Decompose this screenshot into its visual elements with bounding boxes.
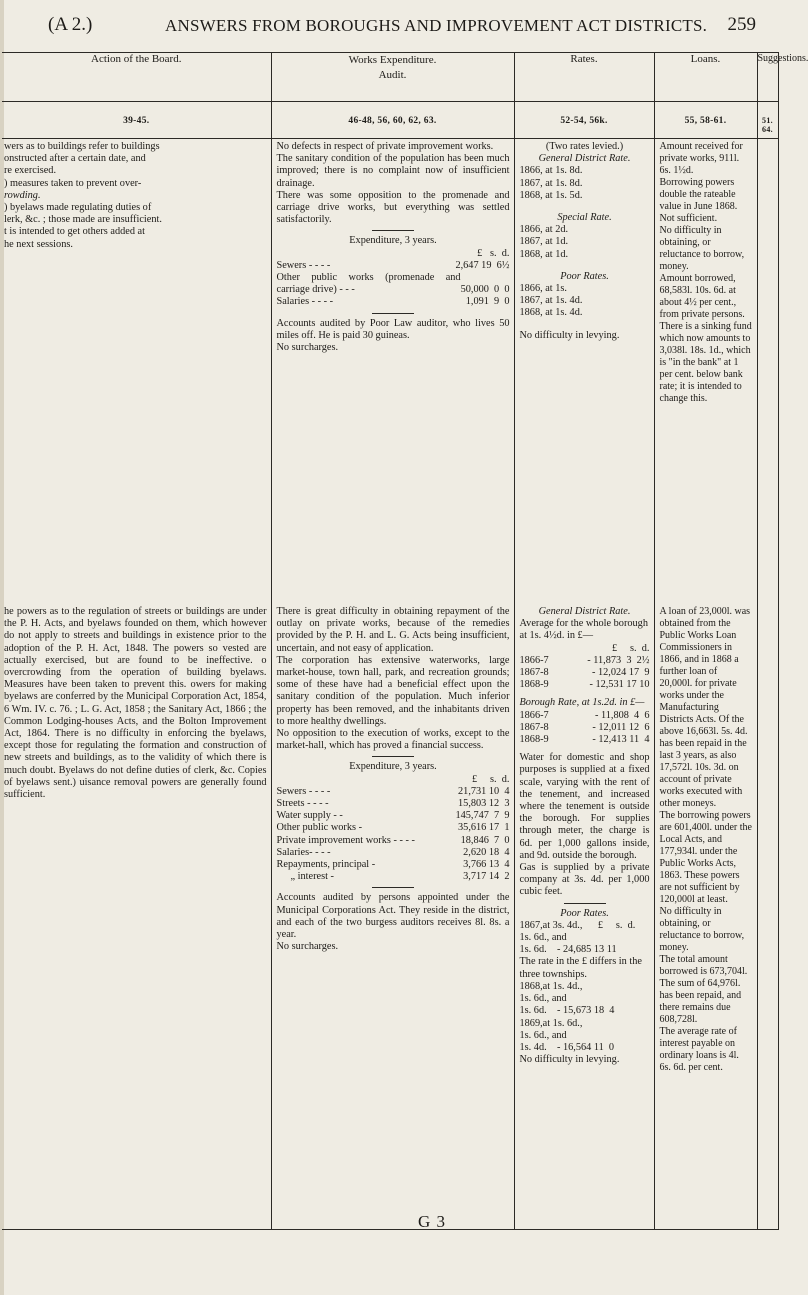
rate-line: 1s. 6d. - 15,673 18 4 [519,1005,615,1017]
ref-loans: 55, 58-61. [654,116,757,139]
water-note: Water for domestic and shop purposes is supplied at a fixed scale, varying with the rent of the tenement, and increased where the tenement is outside the borough. For supplies through meter, the charge is 6d. per 1,000 gallons inside, and 9d. outside the borough. [519,752,650,861]
text-line: wers as to buildings refer to buildings [4,141,160,152]
audit-note: Accounts audited by persons appointed under the Municipal Corporations Act. They reside in the district, and each of the two burgess auditors receives 8l. 8s. a year. [276,892,510,941]
expenditure-line: Other public works (promenade and carriage drive) - - - 50,000 0 0 [276,272,510,296]
paragraph: he powers as to the regulation of streets or buildings are under the P. H. Acts, and byelaws founded on them, which however do not apply to streets and buildings in existence prior to the adoption of the P. H. Act, 1848. The powers so vested are actually exercised, but are found to be ineffective. o overcrowding from the operation of building byelaws. Measures have been taken to prevent this. owers for making byelaws are conferred by the Municipal Corporation Act, 1854, 6 Wm. IV. c. 76. ; L. G. Act, 1858 ; the Sanitary Act, 1866 ; the Common Lodging-houses Acts, and the Bolton Improvement Act, 1864. There is no difficulty in enforcing the byelaws, except those for regulating the formation and construction of new streets and buildings, as to the validity of which there is much doubt. Byelaws do not define duties of clerk, &c. Copies of byelaws sent.) uisance removal powers are generally found sufficient. [4,606,267,801]
divider [564,903,606,904]
rate-line: 1868, at 1s. 5d. [519,189,583,201]
suggestions-cell [757,604,778,1230]
reference-row [2,116,778,139]
rate-line: 1s. 6d., and [519,932,567,944]
expenditure-title: Expenditure, 3 years. [349,761,437,773]
gas-note: Gas is supplied by a private company at 3s. 4d. per 1,000 cubic feet. [519,862,650,898]
rate-line: 1869,at 1s. 6d., [519,1017,583,1029]
expenditure-line: Repayments, principal - 3,766 13 4 [276,859,510,871]
rate-line: 1868-9 - 12,413 11 4 [519,734,650,746]
divider [372,313,414,314]
loans-cell [654,139,757,605]
currency-header: £ s. d. [477,247,510,259]
currency-header: £ s. d. [472,773,510,785]
levying-note: No difficulty in levying. [519,1054,620,1066]
ref-suggestions: 51. 64. [757,116,778,139]
surcharges-note: No surcharges. [276,941,339,953]
page-number: 259 [727,14,756,35]
ref-rates: 52-54, 56k. [514,116,654,139]
rate-line: The rate in the £ differs in the three townships. [519,956,642,980]
paragraph: Borrowing powers double the rateable value in June 1868. Not sufficient. [659,177,738,224]
paragraph: No difficulty in obtaining, or reluctance to borrow, money. [659,225,745,272]
col-header-works: Works Expenditure. Audit. [271,53,514,102]
ref-action: 39-45. [2,116,271,139]
rates-cell [514,604,654,1230]
expenditure-line: Water supply - - 145,747 7 9 [276,810,510,822]
paragraph: The borrowing powers are 601,400l. under the Local Acts, and 177,934l. under the Public Works Acts, 1863. These powers are not sufficient by 120,000l at least. [659,810,752,905]
rate-line: 1867, at 1s. 8d. [519,177,583,189]
expenditure-line: Private improvement works - - - - 18,846 7 0 [276,834,510,846]
expenditure-line: Other public works - 35,616 17 1 [276,822,510,834]
paragraph: There is a sinking fund which now amounts to 3,038l. 18s. 1d., which is "in the bank" at 1 per cent. below bank rate; it is intended to change this. [659,321,752,404]
audit-note: Accounts audited by Poor Law auditor, who lives 50 miles off. He is paid 30 guineas. [276,317,510,341]
paragraph: Average for the whole borough at 1s. 4½d. in £— [519,618,648,642]
paragraph: The corporation has extensive waterworks, large market-house, town hall, park, and recreation grounds; some of these have had a beneficial effect upon the sanitary condition of the population. Much inferior property has been removed, and the inhabitants driven to more healthy dwellings. [276,654,510,727]
column-header-row [2,53,778,102]
paragraph: No defects in respect of private improvement works. [276,141,494,152]
rate-line: 1866, at 1s. 8d. [519,165,583,177]
rate-line: 1867, at 1s. 4d. [519,295,583,307]
works-cell [271,604,514,1230]
paragraph: A loan of 23,000l. was obtained from the Public Works Loan Commissioners in 1866, and in 1868 a further loan of 20,000l. for private works under the Manufacturing Districts Acts. Of the above 16,663l. 5s. 4d. has been repaid in the last 3 years, as also 17,572l. 10s. 3d. on account of private works executed with other moneys. [659,606,751,809]
paragraph: No opposition to the execution of works, except to the market-hall, which has proved a financial success. [276,728,510,752]
suggestions-cell [757,139,778,605]
currency-header: £ s. d. [612,642,650,654]
paragraph: The average rate of interest payable on ordinary loans is 4l. 6s. 6d. per cent. [659,1026,739,1073]
col-header-suggestions: Suggestions. [757,53,778,102]
text-line: rowding. [4,189,41,201]
expenditure-line: Salaries- - - - 2,620 18 4 [276,846,510,858]
table-row [2,139,778,605]
action-cell [2,604,271,1230]
rate-line: 1868-9 - 12,531 17 10 [519,679,650,691]
rate-line: 1s. 4d. - 16,564 11 0 [519,1041,615,1053]
action-cell [2,139,271,605]
text-line: re exercised. [4,165,57,177]
expenditure-line: Sewers - - - - 21,731 10 4 [276,785,510,797]
rates-cell [514,139,654,605]
subheading: General District Rate. [538,606,631,617]
rate-line: 1868, at 1d. [519,248,569,260]
answers-table [2,52,808,1230]
paragraph: The total amount borrowed is 673,704l. The sum of 64,976l. has been repaid, and there remains due 608,728l. [659,954,748,1025]
text-line: ) byelaws made regulating duties of [4,202,152,214]
rate-line: 1868, at 1s. 4d. [519,307,583,319]
divider [372,756,414,757]
ref-works: 46-48, 56, 60, 62, 63. [271,116,514,139]
text-line: he next sessions. [4,238,73,250]
col-header-rates: Rates. [514,53,654,102]
col-header-action: Action of the Board. [2,53,271,102]
running-header [0,14,800,38]
rate-line: 1s. 6d., and [519,993,567,1005]
page-title: ANSWERS FROM BOROUGHS AND IMPROVEMENT ACT DISTRICTS. [165,16,708,35]
rate-line: 1867,at 3s. 4d., £ s. d. [519,919,636,931]
table-row [2,604,778,1230]
loans-cell [654,604,757,1230]
col-header-loans: Loans. [654,53,757,102]
levying-note: No difficulty in levying. [519,329,620,341]
rate-line: 1s. 6d., and [519,1029,567,1041]
text-line: lerk, &c. ; those made are insufficient. [4,214,162,226]
expenditure-title: Expenditure, 3 years. [349,235,437,247]
rate-line: 1868,at 1s. 4d., [519,980,583,992]
rate-line: 1866, at 1s. [519,283,567,295]
paragraph: Borough Rate, at 1s.2d. in £— [519,697,645,709]
paragraph: There is great difficulty in obtaining repayment of the outlay on private works, because of the remedies provided by the P. H. and L. G. Acts being insufficient, uncertain, and not easy of application. [276,606,510,654]
expenditure-line: „ interest - 3,717 14 2 [290,871,510,883]
expenditure-line: Sewers - - - - 2,647 19 6½ [276,259,510,271]
rate-line: 1867, at 1d. [519,236,569,248]
subheading: Poor Rates. [560,270,609,282]
subheading: Special Rate. [557,212,612,224]
paragraph: There was some opposition to the promenade and carriage drive works, but everything was settled satisfactorily. [276,189,510,226]
paragraph: No difficulty in obtaining, or reluctance to borrow, money. [659,906,745,953]
section-label: (A 2.) [48,14,93,35]
signature-mark: G 3 [418,1212,447,1231]
paragraph: Amount received for private works, 911l. 6s. 1½d. [659,141,743,176]
subheading: Poor Rates. [560,907,609,919]
divider [372,887,414,888]
rate-line: 1s. 6d. - 24,685 13 11 [519,944,617,956]
surcharges-note: No surcharges. [276,342,339,354]
rate-line: 1866, at 2d. [519,224,569,236]
divider [372,230,414,231]
rate-line: 1866-7 - 11,873 3 2½ [519,654,650,666]
works-cell [271,139,514,605]
rate-line: 1867-8 - 12,024 17 9 [519,667,650,679]
paragraph: Amount borrowed, 68,583l. 10s. 6d. at about 4½ per cent., from private persons. [659,273,745,320]
expenditure-line: Streets - - - - 15,803 12 3 [276,798,510,810]
paragraph: The sanitary condition of the population has been much improved; there is no complaint now of insufficient drainage. [276,153,510,189]
text-line: onstructed after a certain date, and [4,153,146,165]
text-line: ) measures taken to prevent over- [4,177,142,189]
rate-line: 1867-8 - 12,011 12 6 [519,721,650,733]
text-line: t is intended to get others added at [4,226,145,238]
rates-levied: (Two rates levied.) [545,141,624,152]
rate-line: 1866-7 - 11,808 4 6 [519,709,650,721]
expenditure-line: Salaries - - - - 1,091 9 0 [276,296,510,308]
subheading: General District Rate. [538,153,631,165]
